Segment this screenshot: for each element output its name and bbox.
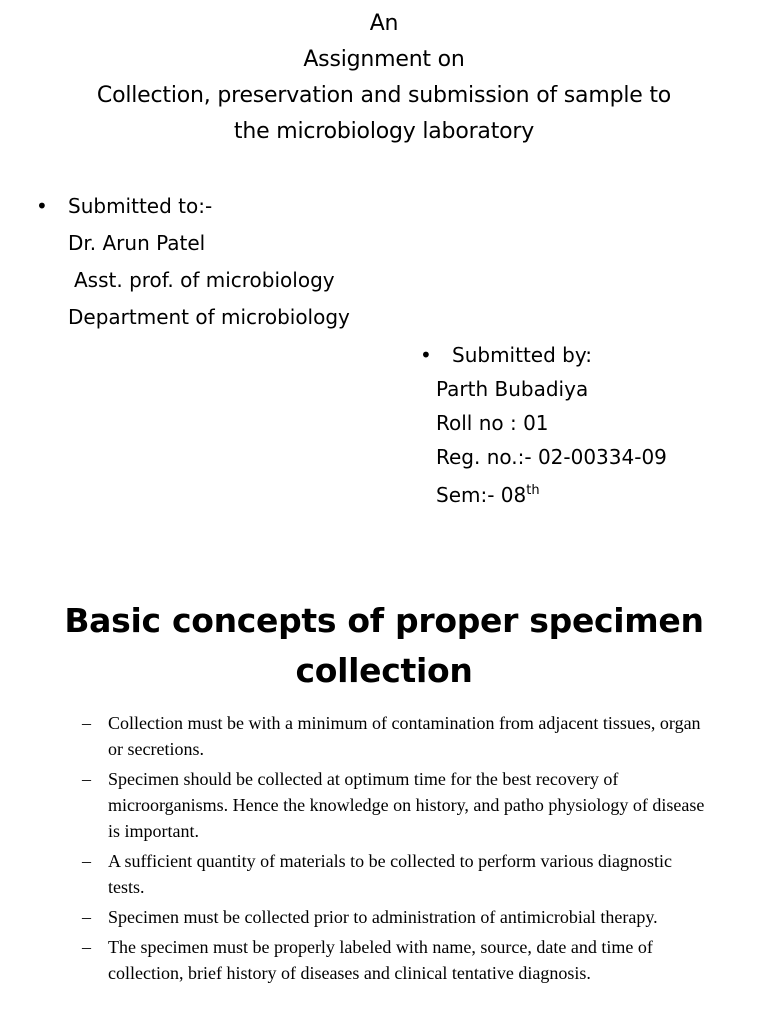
list-item-text: Collection must be with a minimum of contamination from adjacent tissues, organ or secretions. bbox=[108, 713, 701, 759]
submitted-by-block bbox=[420, 338, 667, 512]
submitted-to-label: Submitted to:- bbox=[68, 194, 213, 218]
list-item-text: A sufficient quantity of materials to be collected to perform various diagnostic tests. bbox=[108, 851, 673, 897]
semester-suffix: th bbox=[526, 483, 540, 498]
bullet-icon: • bbox=[36, 194, 48, 218]
title-line: Assignment on bbox=[303, 47, 465, 72]
student-name: Parth Bubadiya bbox=[436, 377, 589, 401]
submitted-to-block bbox=[36, 188, 350, 336]
assignment-title bbox=[0, 6, 768, 150]
professor-name: Dr. Arun Patel bbox=[68, 231, 206, 255]
title-line: An bbox=[369, 11, 399, 36]
dash-icon: – bbox=[82, 851, 91, 871]
list-item bbox=[82, 710, 712, 762]
list-item bbox=[82, 766, 712, 844]
list-item bbox=[82, 934, 712, 986]
list-item-text: The specimen must be properly labeled with name, source, date and time of collection, brief history of diseases and clinical tentative diagnosis. bbox=[108, 937, 653, 983]
registration-number: Reg. no.:- 02-00334-09 bbox=[436, 445, 667, 469]
submitted-by-label: Submitted by: bbox=[452, 343, 592, 367]
list-item bbox=[82, 848, 712, 900]
professor-position: Asst. prof. of microbiology bbox=[74, 268, 335, 292]
content-slide bbox=[0, 560, 768, 1024]
dash-icon: – bbox=[82, 769, 91, 789]
list-item-text: Specimen should be collected at optimum time for the best recovery of microorganisms. Hence the knowledge on history, and patho physiology of disease is important. bbox=[108, 769, 705, 841]
dash-icon: – bbox=[82, 937, 91, 957]
dash-icon: – bbox=[82, 713, 91, 733]
bullet-icon: • bbox=[420, 343, 432, 367]
concept-list bbox=[82, 710, 712, 990]
title-line: the microbiology laboratory bbox=[233, 119, 535, 144]
list-item-text: Specimen must be collected prior to administration of antimicrobial therapy. bbox=[108, 907, 658, 927]
list-item bbox=[82, 904, 712, 930]
semester bbox=[420, 474, 667, 512]
heading-line: collection bbox=[295, 651, 473, 690]
dash-icon: – bbox=[82, 907, 91, 927]
semester-value: Sem:- 08 bbox=[436, 483, 527, 507]
slide-heading bbox=[0, 596, 768, 696]
heading-line: Basic concepts of proper specimen bbox=[64, 601, 704, 640]
department-name: Department of microbiology bbox=[68, 305, 350, 329]
roll-number: Roll no : 01 bbox=[436, 411, 549, 435]
title-line: Collection, preservation and submission of sample to bbox=[96, 83, 672, 108]
